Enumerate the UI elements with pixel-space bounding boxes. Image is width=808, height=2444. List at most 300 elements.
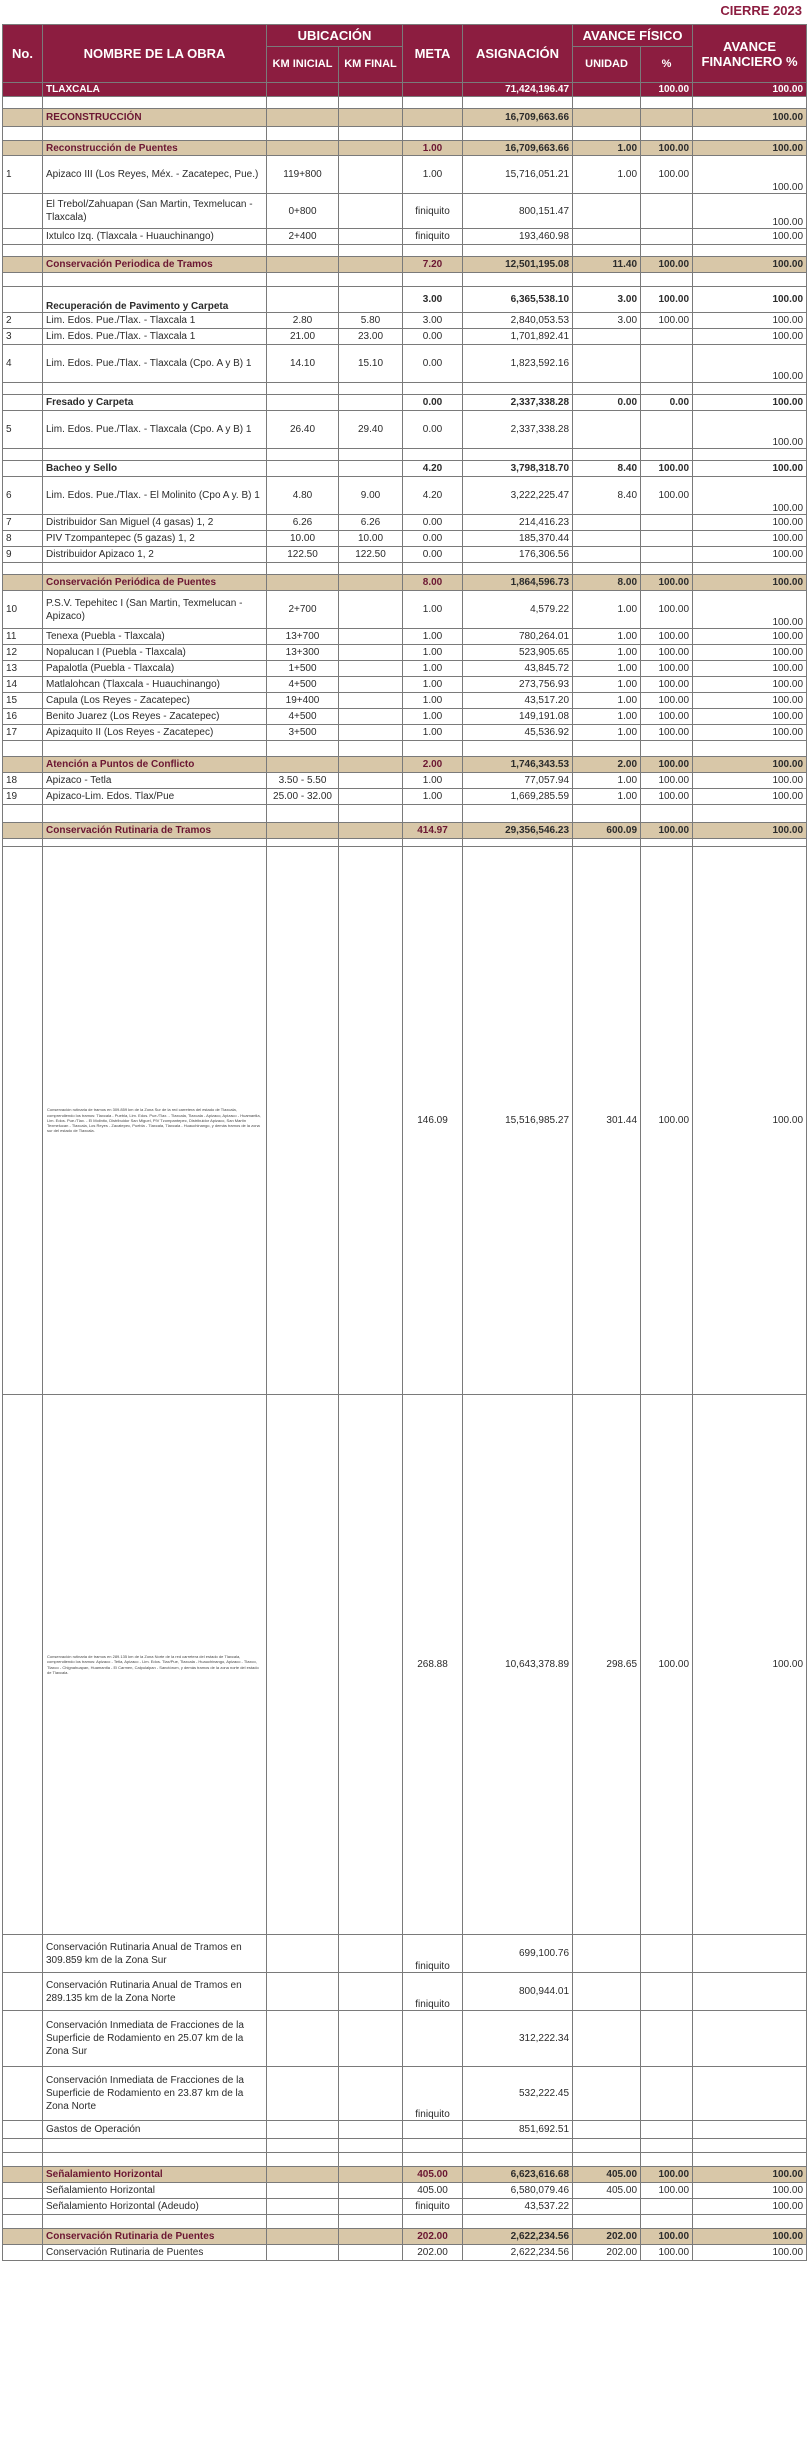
cell-km-inicial: 10.00: [267, 531, 339, 547]
cell-km-inicial: 6.26: [267, 515, 339, 531]
cell-km-final: 10.00: [339, 531, 403, 547]
cell-km-final: [339, 287, 403, 313]
cell-asignacion: 45,536.92: [463, 725, 573, 741]
cell-km-final: [339, 661, 403, 677]
cell-no: [3, 805, 43, 823]
cell-pct: [641, 245, 693, 257]
cell-unidad: 3.00: [573, 287, 641, 313]
cell-km-final: [339, 773, 403, 789]
cell-unidad: [573, 345, 641, 383]
cell-avance-financiero: [693, 2011, 807, 2067]
cell-pct: [641, 273, 693, 287]
cell-pct: 100.00: [641, 83, 693, 97]
cell-asignacion: 16,709,663.66: [463, 141, 573, 156]
cell-unidad: 1.00: [573, 141, 641, 156]
subsection-row: [3, 461, 807, 477]
cell-meta: finiquito: [403, 1935, 463, 1973]
cell-no: [3, 2011, 43, 2067]
cell-km-final: [339, 461, 403, 477]
cell-asignacion: 800,151.47: [463, 194, 573, 229]
cell-asignacion: 3,798,318.70: [463, 461, 573, 477]
cell-no: 6: [3, 477, 43, 515]
cell-km-inicial: 0+800: [267, 194, 339, 229]
cell-asignacion: 6,580,079.46: [463, 2183, 573, 2199]
cell-km-inicial: [267, 109, 339, 127]
cell-meta: 1.00: [403, 725, 463, 741]
cell-unidad: 1.00: [573, 645, 641, 661]
cell-no: 16: [3, 709, 43, 725]
cell-avance-financiero: 100.00: [693, 1395, 807, 1935]
cell-nombre: Gastos de Operación: [43, 2121, 267, 2139]
cell-meta: 1.00: [403, 693, 463, 709]
cell-km-inicial: 2+700: [267, 591, 339, 629]
cell-pct: 100.00: [641, 773, 693, 789]
table-row: [3, 477, 807, 515]
table-row: [3, 2199, 807, 2215]
spacer-row: [3, 273, 807, 287]
cell-km-final: [339, 109, 403, 127]
cell-km-inicial: 26.40: [267, 411, 339, 449]
cell-unidad: 600.09: [573, 823, 641, 839]
cell-asignacion: [463, 2139, 573, 2153]
cell-km-inicial: [267, 1973, 339, 2011]
cell-km-final: [339, 194, 403, 229]
cell-no: [3, 83, 43, 97]
cell-km-final: [339, 741, 403, 757]
col-km-inicial: KM INICIAL: [267, 47, 339, 83]
cell-asignacion: 800,944.01: [463, 1973, 573, 2011]
cell-nombre: Conservación Inmediata de Fracciones de la Superficie de Rodamiento en 23.87 km de la Zona Norte: [43, 2067, 267, 2121]
cell-meta: finiquito: [403, 1973, 463, 2011]
cell-unidad: [573, 531, 641, 547]
cell-km-inicial: [267, 575, 339, 591]
cell-km-inicial: 3+500: [267, 725, 339, 741]
cell-km-inicial: 13+300: [267, 645, 339, 661]
table-row: [3, 515, 807, 531]
cell-descripcion: Conservación rutinaria de tramos en 289.135 km de la Zona Norte de la red carretera del estado de Tlaxcala, comprendiendo los tramos: Apizaco - Tetla, Apizaco - Lim. Edos. Tlax/Pue, Tlaxcala - Huauchinango, Apizaco - Tlaxco, Tlaxco - Chignahuapan, Huamantla - El Carmen, Calpulalpan - Sanctórum, y demás tramos de la zona norte del estado de Tlaxcala.: [43, 1395, 267, 1935]
cell-unidad: [573, 194, 641, 229]
cell-no: [3, 2245, 43, 2261]
cell-asignacion: 1,746,343.53: [463, 757, 573, 773]
cell-asignacion: [463, 2153, 573, 2167]
cell-asignacion: 1,864,596.73: [463, 575, 573, 591]
cell-asignacion: [463, 839, 573, 847]
cell-unidad: [573, 127, 641, 141]
cell-km-final: [339, 1395, 403, 1935]
cell-asignacion: 3,222,225.47: [463, 477, 573, 515]
cell-meta: 1.00: [403, 156, 463, 194]
cell-asignacion: 15,716,051.21: [463, 156, 573, 194]
cell-no: 9: [3, 547, 43, 563]
cell-no: [3, 449, 43, 461]
cell-meta: 268.88: [403, 1395, 463, 1935]
cell-km-inicial: 25.00 - 32.00: [267, 789, 339, 805]
col-asignacion: ASIGNACIÓN: [463, 25, 573, 83]
cell-meta: finiquito: [403, 2199, 463, 2215]
cell-unidad: 202.00: [573, 2229, 641, 2245]
cell-avance-financiero: 100.00: [693, 629, 807, 645]
cell-meta: [403, 2139, 463, 2153]
cell-km-final: [339, 141, 403, 156]
cell-pct: [641, 2067, 693, 2121]
cell-km-final: [339, 2167, 403, 2183]
cell-asignacion: 214,416.23: [463, 515, 573, 531]
cell-pct: 100.00: [641, 477, 693, 515]
subsection-row: [3, 395, 807, 411]
cell-no: [3, 141, 43, 156]
cell-km-inicial: [267, 1935, 339, 1973]
obras-table: [2, 24, 807, 2261]
cell-no: [3, 741, 43, 757]
cell-meta: [403, 741, 463, 757]
cell-meta: [403, 839, 463, 847]
cell-nombre: Matlalohcan (Tlaxcala - Huauchinango): [43, 677, 267, 693]
cell-km-final: 5.80: [339, 313, 403, 329]
report-topbar: [0, 0, 808, 24]
cell-nombre: Señalamiento Horizontal: [43, 2167, 267, 2183]
cell-no: [3, 97, 43, 109]
table-row: [3, 2183, 807, 2199]
cell-unidad: [573, 329, 641, 345]
table-row: [3, 329, 807, 345]
table-row: [3, 645, 807, 661]
cell-pct: [641, 741, 693, 757]
cell-no: 10: [3, 591, 43, 629]
cell-asignacion: 851,692.51: [463, 2121, 573, 2139]
cell-km-inicial: [267, 383, 339, 395]
cell-km-final: 6.26: [339, 515, 403, 531]
cell-avance-financiero: 100.00: [693, 411, 807, 449]
section-row: [3, 109, 807, 127]
cell-nombre: [43, 273, 267, 287]
cell-km-inicial: 14.10: [267, 345, 339, 383]
cell-no: [3, 127, 43, 141]
table-row: [3, 773, 807, 789]
cell-asignacion: 2,337,338.28: [463, 395, 573, 411]
cell-pct: [641, 411, 693, 449]
cell-km-inicial: [267, 2245, 339, 2261]
cell-asignacion: 10,643,378.89: [463, 1395, 573, 1935]
cell-avance-financiero: 100.00: [693, 591, 807, 629]
section-row: [3, 2167, 807, 2183]
table-body: [3, 83, 807, 2261]
cell-no: [3, 2139, 43, 2153]
cell-avance-financiero: 100.00: [693, 677, 807, 693]
cell-asignacion: 43,517.20: [463, 693, 573, 709]
cell-km-inicial: 2.80: [267, 313, 339, 329]
cell-km-final: [339, 693, 403, 709]
cell-no: 3: [3, 329, 43, 345]
cell-nombre: TLAXCALA: [43, 83, 267, 97]
cell-no: [3, 383, 43, 395]
cell-pct: [641, 1935, 693, 1973]
cell-pct: [641, 531, 693, 547]
cell-nombre: Nopalucan I (Puebla - Tlaxcala): [43, 645, 267, 661]
cell-km-inicial: [267, 461, 339, 477]
cell-pct: 100.00: [641, 2229, 693, 2245]
cell-no: 11: [3, 629, 43, 645]
cell-meta: 3.00: [403, 287, 463, 313]
cell-pct: 100.00: [641, 2245, 693, 2261]
cell-asignacion: 312,222.34: [463, 2011, 573, 2067]
cell-no: 13: [3, 661, 43, 677]
cell-meta: 0.00: [403, 395, 463, 411]
cell-pct: 100.00: [641, 823, 693, 839]
cell-asignacion: [463, 245, 573, 257]
cell-nombre: Lim. Edos. Pue./Tlax. - Tlaxcala (Cpo. A y B) 1: [43, 411, 267, 449]
cell-pct: [641, 547, 693, 563]
cell-km-inicial: [267, 839, 339, 847]
cell-no: 8: [3, 531, 43, 547]
cell-km-final: [339, 2139, 403, 2153]
cell-meta: 1.00: [403, 141, 463, 156]
cell-unidad: [573, 741, 641, 757]
cell-pct: [641, 97, 693, 109]
cell-avance-financiero: 100.00: [693, 789, 807, 805]
cell-km-inicial: [267, 2121, 339, 2139]
cell-nombre: [43, 805, 267, 823]
cell-no: [3, 245, 43, 257]
cell-km-inicial: [267, 2139, 339, 2153]
cell-pct: [641, 1973, 693, 2011]
table-row: [3, 2245, 807, 2261]
cell-avance-financiero: 100.00: [693, 575, 807, 591]
cell-unidad: 1.00: [573, 156, 641, 194]
cell-km-inicial: 2+400: [267, 229, 339, 245]
cell-avance-financiero: 100.00: [693, 757, 807, 773]
cell-unidad: [573, 839, 641, 847]
cell-nombre: [43, 127, 267, 141]
cell-avance-financiero: 100.00: [693, 194, 807, 229]
cell-asignacion: 77,057.94: [463, 773, 573, 789]
table-row: [3, 2121, 807, 2139]
cell-km-inicial: [267, 2199, 339, 2215]
cell-no: [3, 2199, 43, 2215]
cell-nombre: Capula (Los Reyes - Zacatepec): [43, 693, 267, 709]
cell-avance-financiero: 100.00: [693, 531, 807, 547]
cell-asignacion: 1,669,285.59: [463, 789, 573, 805]
cell-nombre: [43, 839, 267, 847]
cell-km-inicial: [267, 2215, 339, 2229]
cell-nombre: PIV Tzompantepec (5 gazas) 1, 2: [43, 531, 267, 547]
spacer-row: [3, 2139, 807, 2153]
cell-unidad: [573, 1935, 641, 1973]
cell-km-final: [339, 2229, 403, 2245]
cell-unidad: 1.00: [573, 591, 641, 629]
cell-pct: 100.00: [641, 1395, 693, 1935]
cell-pct: [641, 805, 693, 823]
section-row: [3, 257, 807, 273]
cell-no: [3, 2215, 43, 2229]
cell-meta: [403, 127, 463, 141]
cell-no: [3, 395, 43, 411]
cell-km-inicial: [267, 823, 339, 839]
cell-km-final: [339, 229, 403, 245]
cell-meta: 1.00: [403, 591, 463, 629]
cell-meta: [403, 2121, 463, 2139]
cell-asignacion: 2,840,053.53: [463, 313, 573, 329]
spacer-row: [3, 97, 807, 109]
cell-asignacion: 780,264.01: [463, 629, 573, 645]
cell-nombre: Lim. Edos. Pue./Tlax. - Tlaxcala 1: [43, 313, 267, 329]
cell-asignacion: 29,356,546.23: [463, 823, 573, 839]
cell-no: [3, 2183, 43, 2199]
cell-meta: [403, 2215, 463, 2229]
cell-pct: 100.00: [641, 661, 693, 677]
cell-km-final: [339, 839, 403, 847]
cell-avance-financiero: 100.00: [693, 313, 807, 329]
table-row: [3, 629, 807, 645]
cell-pct: 100.00: [641, 757, 693, 773]
col-ubicacion: UBICACIÓN: [267, 25, 403, 47]
cell-km-final: 23.00: [339, 329, 403, 345]
cell-meta: 1.00: [403, 773, 463, 789]
cell-asignacion: 4,579.22: [463, 591, 573, 629]
cell-km-final: [339, 257, 403, 273]
cell-avance-financiero: 100.00: [693, 823, 807, 839]
cell-meta: finiquito: [403, 2067, 463, 2121]
section-row: [3, 757, 807, 773]
cell-avance-financiero: [693, 2121, 807, 2139]
cell-avance-financiero: [693, 741, 807, 757]
col-km-final: KM FINAL: [339, 47, 403, 83]
cell-pct: 100.00: [641, 629, 693, 645]
cell-no: [3, 194, 43, 229]
cell-km-final: 122.50: [339, 547, 403, 563]
cell-nombre: [43, 245, 267, 257]
spacer-row: [3, 2153, 807, 2167]
cell-asignacion: 16,709,663.66: [463, 109, 573, 127]
cell-nombre: [43, 383, 267, 395]
cell-unidad: 1.00: [573, 693, 641, 709]
cell-no: [3, 229, 43, 245]
table-row: [3, 591, 807, 629]
table-row: [3, 661, 807, 677]
cell-meta: [403, 83, 463, 97]
cell-asignacion: [463, 563, 573, 575]
cell-asignacion: 1,701,892.41: [463, 329, 573, 345]
cell-km-inicial: [267, 2167, 339, 2183]
cell-km-final: 9.00: [339, 477, 403, 515]
cell-km-inicial: 4+500: [267, 677, 339, 693]
cell-meta: 1.00: [403, 629, 463, 645]
cell-pct: 100.00: [641, 575, 693, 591]
cell-nombre: Ixtulco Izq. (Tlaxcala - Huauchinango): [43, 229, 267, 245]
cell-avance-financiero: [693, 127, 807, 141]
cell-meta: [403, 97, 463, 109]
cell-avance-financiero: [693, 245, 807, 257]
cell-unidad: 3.00: [573, 313, 641, 329]
cell-nombre: Apizaco-Lim. Edos. Tlax/Pue: [43, 789, 267, 805]
cell-km-final: [339, 563, 403, 575]
cell-unidad: 202.00: [573, 2245, 641, 2261]
cell-pct: [641, 515, 693, 531]
cell-nombre: Papalotla (Puebla - Tlaxcala): [43, 661, 267, 677]
table-row: [3, 194, 807, 229]
cell-no: 12: [3, 645, 43, 661]
cell-unidad: [573, 109, 641, 127]
cell-no: [3, 757, 43, 773]
cell-km-final: [339, 2199, 403, 2215]
cell-km-final: [339, 83, 403, 97]
table-row: [3, 2011, 807, 2067]
cell-no: 17: [3, 725, 43, 741]
cell-avance-financiero: 100.00: [693, 661, 807, 677]
cell-km-final: [339, 805, 403, 823]
cell-pct: 100.00: [641, 725, 693, 741]
cell-pct: 100.00: [641, 257, 693, 273]
cell-avance-financiero: 100.00: [693, 725, 807, 741]
cell-unidad: [573, 449, 641, 461]
table-row: [3, 2067, 807, 2121]
cell-meta: [403, 2153, 463, 2167]
cell-km-final: [339, 677, 403, 693]
cell-km-final: [339, 2067, 403, 2121]
cell-avance-financiero: 100.00: [693, 229, 807, 245]
col-avance-fisico: AVANCE FÍSICO: [573, 25, 693, 47]
cell-nombre: Distribuidor San Miguel (4 gasas) 1, 2: [43, 515, 267, 531]
table-row: [3, 1973, 807, 2011]
table-row: [3, 677, 807, 693]
cell-km-final: [339, 273, 403, 287]
cell-km-final: [339, 847, 403, 1395]
spacer-row: [3, 839, 807, 847]
cell-nombre: [43, 563, 267, 575]
cell-asignacion: 193,460.98: [463, 229, 573, 245]
cell-km-final: [339, 823, 403, 839]
cell-km-inicial: [267, 2229, 339, 2245]
cell-unidad: [573, 273, 641, 287]
cell-meta: 2.00: [403, 757, 463, 773]
cell-meta: 0.00: [403, 531, 463, 547]
table-row: [3, 847, 807, 1395]
cell-km-inicial: [267, 1395, 339, 1935]
table-row: [3, 313, 807, 329]
cell-unidad: 11.40: [573, 257, 641, 273]
cell-unidad: 1.00: [573, 725, 641, 741]
cell-unidad: [573, 515, 641, 531]
cell-meta: 1.00: [403, 789, 463, 805]
cell-km-inicial: [267, 141, 339, 156]
cell-nombre: Atención a Puntos de Conflicto: [43, 757, 267, 773]
section-row: [3, 2229, 807, 2245]
cell-nombre: Conservación Periódica de Puentes: [43, 575, 267, 591]
cell-no: [3, 2121, 43, 2139]
cell-meta: 405.00: [403, 2183, 463, 2199]
cell-avance-financiero: 100.00: [693, 257, 807, 273]
cell-nombre: P.S.V. Tepehitec I (San Martin, Texmelucan - Apizaco): [43, 591, 267, 629]
cell-meta: 0.00: [403, 329, 463, 345]
cell-no: 2: [3, 313, 43, 329]
cell-avance-financiero: 100.00: [693, 2229, 807, 2245]
cell-meta: 1.00: [403, 709, 463, 725]
cell-no: [3, 461, 43, 477]
cell-no: 18: [3, 773, 43, 789]
cell-asignacion: [463, 449, 573, 461]
cell-km-inicial: 1+500: [267, 661, 339, 677]
cell-avance-financiero: [693, 2067, 807, 2121]
cell-no: [3, 1395, 43, 1935]
cell-unidad: [573, 229, 641, 245]
cell-km-final: [339, 1935, 403, 1973]
cell-nombre: Señalamiento Horizontal: [43, 2183, 267, 2199]
cell-nombre: Apizaco - Tetla: [43, 773, 267, 789]
cell-km-inicial: [267, 741, 339, 757]
cell-no: 7: [3, 515, 43, 531]
cell-pct: [641, 2199, 693, 2215]
cell-descripcion: Conservación rutinaria de tramos en 309.859 km de la Zona Sur de la red carretera del estado de Tlaxcala, comprendiendo los tramos: Tlaxcala - Puebla, Lim. Edos. Pue./Tlax. - Tlaxcala, Tlaxcala - Apizaco, Apizaco - Huamantla, Lim. Edos. Pue./Tlax. - El Molinito, Distribuidor San Miguel, PIV Tzompantepec, Distribuidor Apizaco, San Martín Texmelucan - Tlaxcala, Los Reyes - Zacatepec, Puebla - Tlaxcala, Tlaxcala - Huauchinango, y demás tramos de la zona sur del estado de Tlaxcala.: [43, 847, 267, 1395]
cell-km-final: [339, 629, 403, 645]
